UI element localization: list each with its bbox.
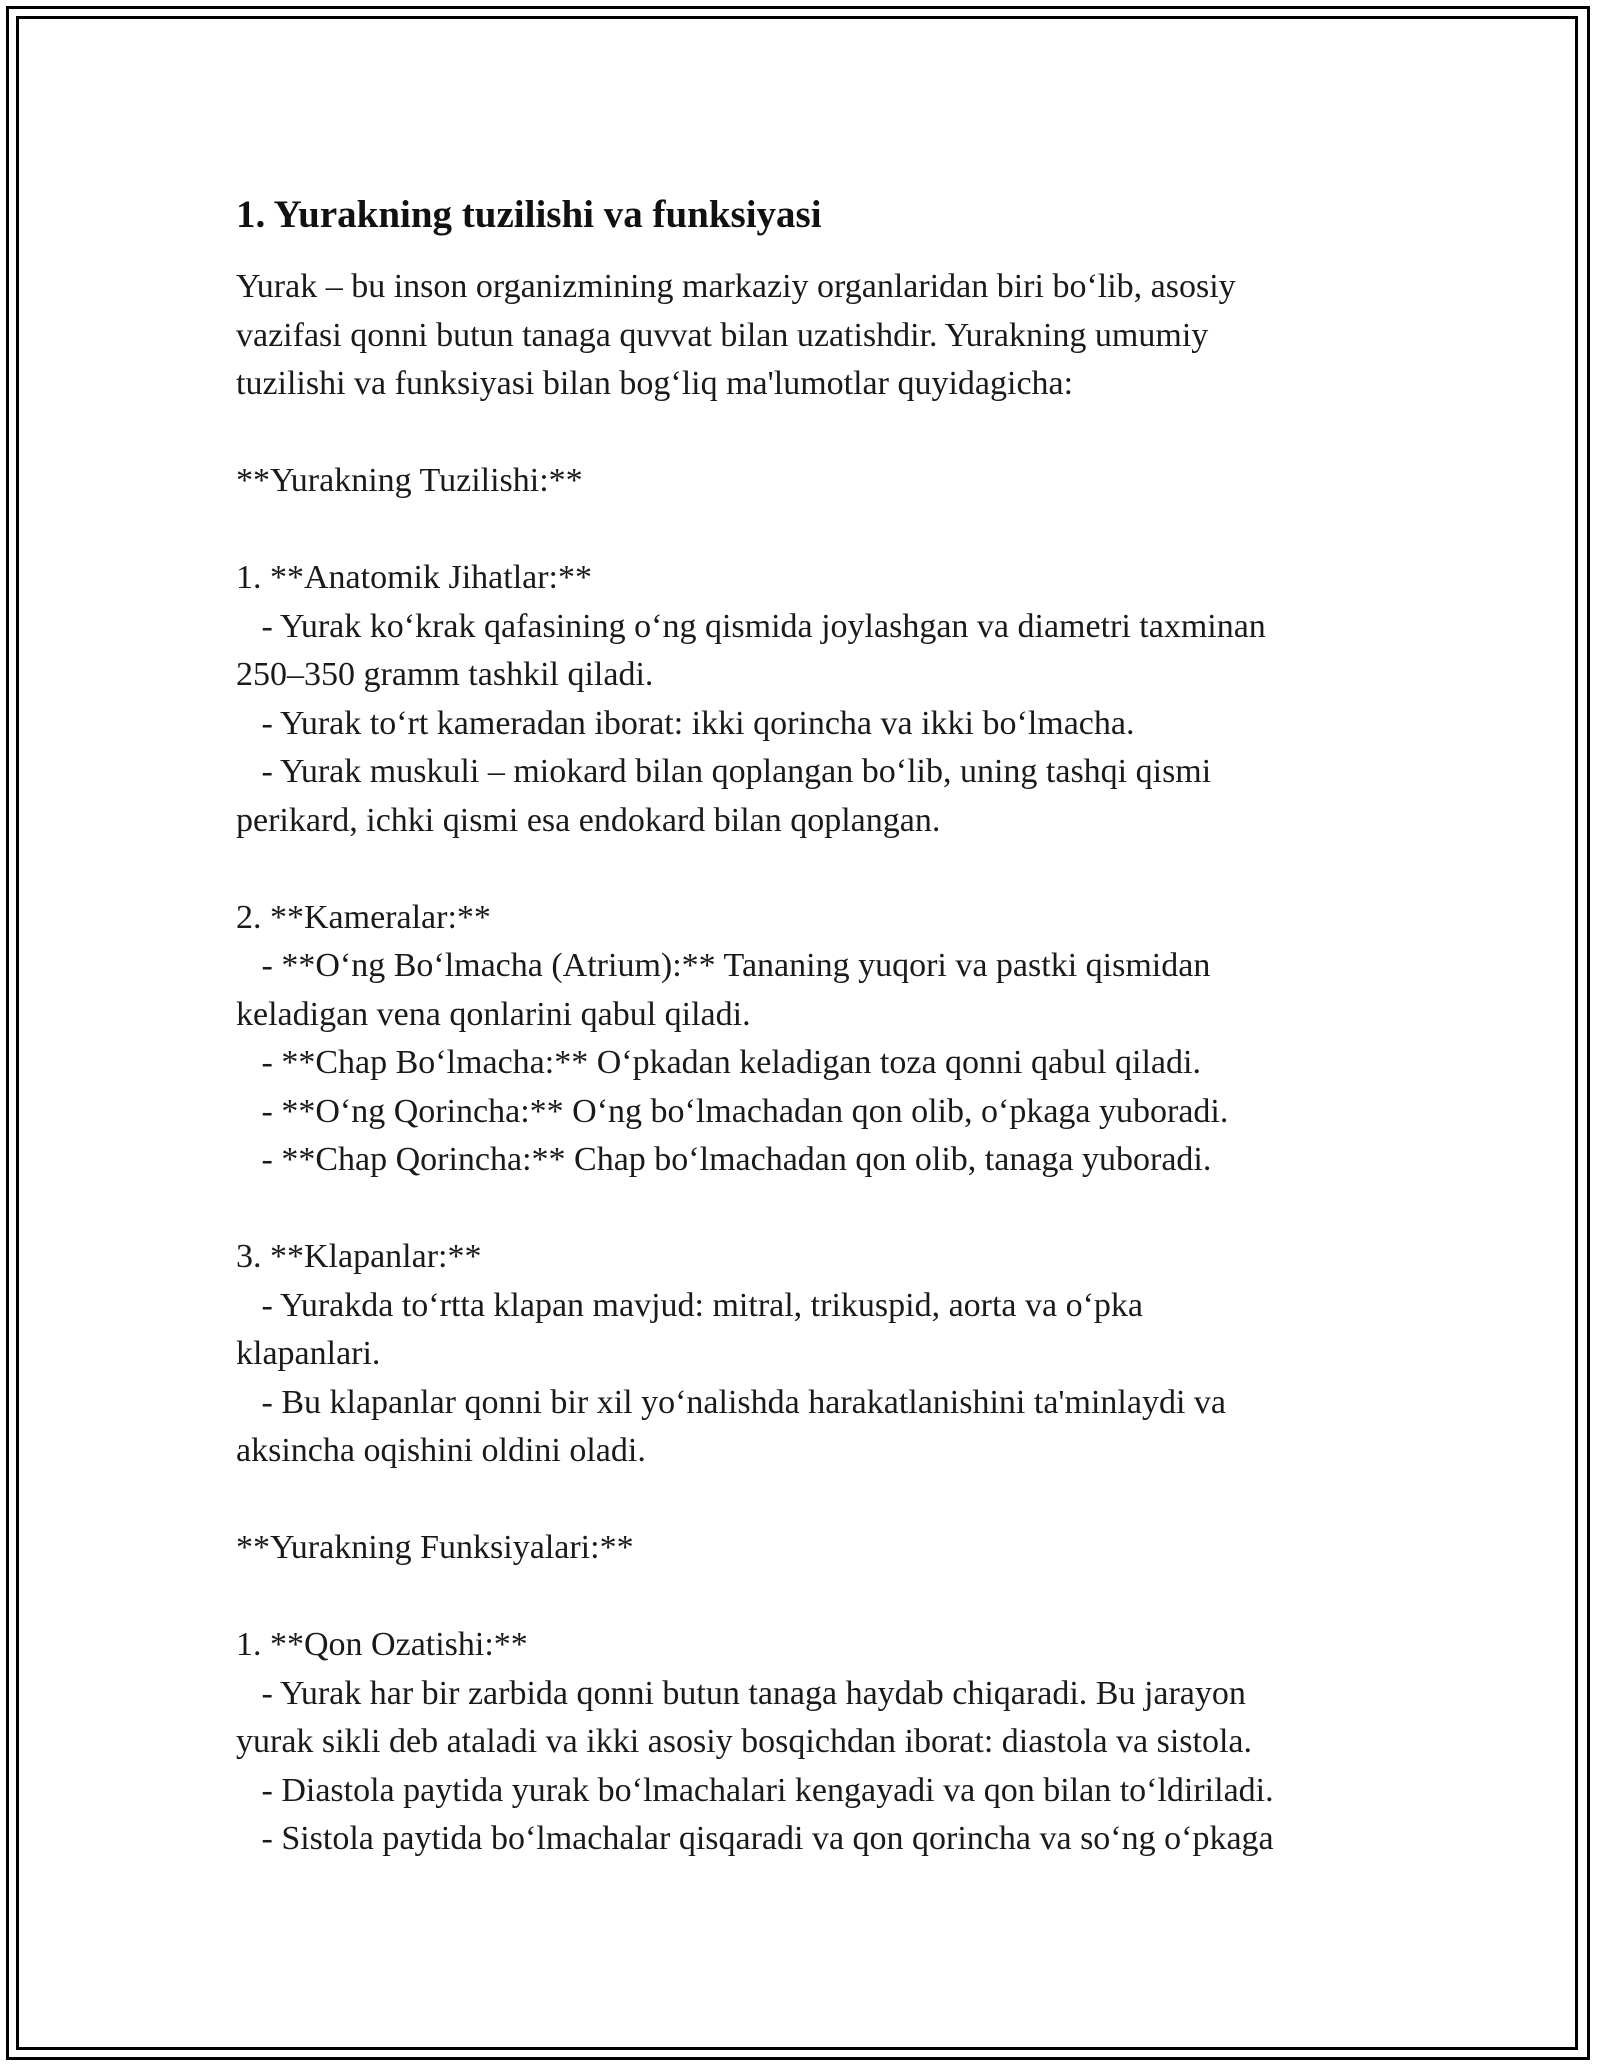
document-body	[236, 190, 1396, 1864]
chambers-section	[236, 894, 1396, 1185]
text-line: - **Chap Bo‘lmacha:** O‘pkadan keladigan toza qonni qabul qiladi.	[236, 1044, 1201, 1081]
text-line: yurak sikli deb ataladi va ikki asosiy bosqichdan iborat: diastola va sistola.	[236, 1723, 1253, 1760]
text-line: vazifasi qonni butun tanaga quvvat bilan uzatishdir. Yurakning umumiy	[236, 316, 1209, 354]
text-line: - Yurak to‘rt kameradan iborat: ikki qorincha va ikki bo‘lmacha.	[236, 704, 1135, 742]
text-line: 250–350 gramm tashkil qiladi.	[236, 656, 654, 693]
circulation-section	[236, 1621, 1396, 1864]
text-line: - **O‘ng Qorincha:** O‘ng bo‘lmachadan qon olib, o‘pkaga yuboradi.	[236, 1092, 1229, 1130]
structure-title: **Yurakning Tuzilishi:**	[236, 462, 583, 499]
list-item-heading: 3. **Klapanlar:**	[236, 1238, 482, 1275]
list-item-heading: 1. **Anatomik Jihatlar:**	[236, 559, 593, 596]
text-line: keladigan vena qonlarini qabul qiladi.	[236, 995, 751, 1033]
intro-paragraph	[236, 263, 1396, 409]
text-line: - Yurak har bir zarbida qonni butun tanaga haydab chiqaradi. Bu jarayon	[236, 1674, 1246, 1712]
text-line: - Sistola paytida bo‘lmachalar qisqaradi va qon qorincha va so‘ng o‘pkaga	[236, 1820, 1274, 1857]
section-heading: 1. Yurakning tuzilishi va funksiyasi	[236, 193, 822, 236]
valves-section	[236, 1233, 1396, 1476]
text-line: - Yurakda to‘rtta klapan mavjud: mitral, trikuspid, aorta va o‘pka	[236, 1286, 1144, 1324]
functions-title: **Yurakning Funksiyalari:**	[236, 1529, 634, 1566]
text-line: aksincha oqishini oldini oladi.	[236, 1432, 646, 1469]
text-line: tuzilishi va funksiyasi bilan bog‘liq ma'lumotlar quyidagicha:	[236, 365, 1074, 402]
text-line: perikard, ichki qismi esa endokard bilan qoplangan.	[236, 801, 941, 839]
text-line: - Diastola paytida yurak bo‘lmachalari kengayadi va qon bilan to‘ldiriladi.	[236, 1771, 1274, 1809]
text-line: klapanlari.	[236, 1335, 381, 1372]
anatomy-section	[236, 554, 1396, 845]
text-line: Yurak – bu inson organizmining markaziy organlaridan biri bo‘lib, asosiy	[236, 268, 1236, 305]
text-line: - Bu klapanlar qonni bir xil yo‘nalishda harakatlanishini ta'minlaydi va	[236, 1383, 1227, 1421]
text-line: - **O‘ng Bo‘lmacha (Atrium):** Tananing yuqori va pastki qismidan	[236, 947, 1211, 984]
text-line: - **Chap Qorincha:** Chap bo‘lmachadan qon olib, tanaga yuboradi.	[236, 1141, 1212, 1178]
text-line: - Yurak muskuli – miokard bilan qoplangan bo‘lib, uning tashqi qismi	[236, 753, 1212, 790]
list-item-heading: 1. **Qon Ozatishi:**	[236, 1626, 528, 1663]
list-item-heading: 2. **Kameralar:**	[236, 898, 491, 936]
text-line: - Yurak ko‘krak qafasining o‘ng qismida joylashgan va diametri taxminan	[236, 607, 1266, 645]
